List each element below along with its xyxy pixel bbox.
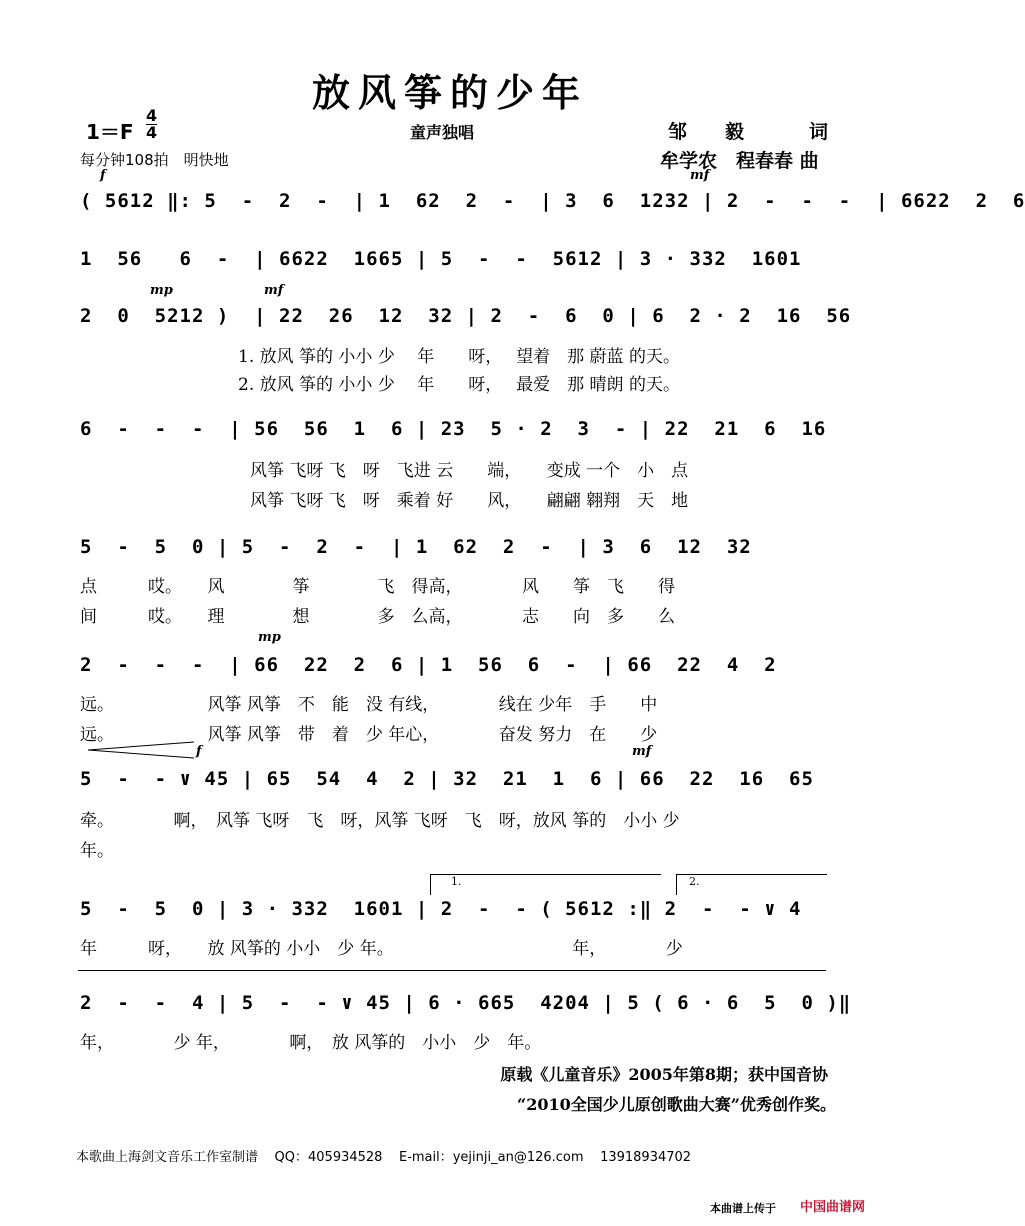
lyric-line: 远。 风筝 风筝 带 着 少 年心， 奋发 努力 在 少 (80, 725, 658, 745)
key-signature: 1＝F (86, 120, 134, 144)
dynamic-mp: mp (150, 283, 173, 298)
crescendo-hairpin (88, 740, 198, 760)
tempo-marking: 每分钟108拍 明快地 (80, 151, 229, 169)
dynamic-mf: mf (632, 744, 652, 759)
meter-top: 4 (146, 106, 158, 125)
score-row: 2 0 5212 ) | 22 26 12 32 | 2 - 6 0 | 6 2 · 2 16 56 (80, 305, 852, 327)
score-row: 1 56 6 - | 6622 1665 | 5 - - 5612 | 3 · 332 1601 (80, 248, 802, 270)
score-row: 5 - 5 0 | 3 · 332 1601 | 2 - - ( 5612 :‖ 2 - - ∨ 4 (80, 898, 802, 920)
volta-first-label: 1. (451, 875, 462, 888)
lyricist-name: 邹 毅 (668, 121, 745, 143)
award-note: “2010全国少儿原创歌曲大赛”优秀创作奖。 (517, 1095, 836, 1114)
time-signature (146, 108, 157, 141)
dynamic-mp: mp (258, 630, 281, 645)
dynamic-f: f (196, 744, 202, 759)
dynamic-f: f (100, 168, 106, 183)
footer-studio: 本歌曲上海剑文音乐工作室制谱 (76, 1150, 259, 1165)
lyric-line: 1. 放风 筝的 小小 少 年 呀， 望着 那 蔚蓝 的天。 (238, 347, 680, 367)
footer-phone: 13918934702 (600, 1150, 692, 1165)
upload-note: 本曲谱上传于 (710, 1202, 776, 1215)
lyric-line: 间 哎。 理 想 多 么高， 志 向 多 么 (80, 607, 675, 627)
score-row: 2 - - - | 66 22 2 6 | 1 56 6 - | 66 22 4 2 (80, 654, 777, 676)
lyricist-credit (668, 117, 828, 144)
score-row: 5 - 5 0 | 5 - 2 - | 1 62 2 - | 3 6 12 32 (80, 536, 752, 558)
volta-second (676, 874, 827, 895)
lyric-line: 年 呀， 放 风筝的 小小 少 年。 年， 少 (80, 939, 683, 959)
score-row: 2 - - 4 | 5 - - ∨ 45 | 6 · 665 4204 | 5 ( 6 · 6 5 0 )‖ (80, 992, 852, 1014)
lyric-line: 风筝 飞呀 飞 呀 飞进 云 端， 变成 一个 小 点 (250, 461, 689, 481)
composer-credit: 牟学农 程春春 曲 (660, 150, 819, 172)
lyric-line: 2. 放风 筝的 小小 少 年 呀， 最爱 那 晴朗 的天。 (238, 375, 680, 395)
volta-end-line (78, 970, 826, 971)
footer-email: E-mail：yejinji_an@126.com (398, 1150, 584, 1165)
site-logo[interactable]: 中国曲谱网 (800, 1200, 866, 1215)
lyric-line: 牵。 啊， 风筝 飞呀 飞 呀，风筝 飞呀 飞 呀，放风 筝的 小小 少 (80, 811, 680, 831)
score-row: 5 - - ∨ 45 | 65 54 4 2 | 32 21 1 6 | 66 22 16 65 (80, 768, 814, 790)
lyric-line: 远。 风筝 风筝 不 能 没 有线， 线在 少年 手 中 (80, 695, 658, 715)
footer-qq: QQ：405934528 (274, 1150, 383, 1165)
score-row: ( 5612 ‖: 5 - 2 - | 1 62 2 - | 3 6 1232 | 2 - - - | 6622 2 6 (80, 190, 1025, 212)
performance-type: 童声独唱 (410, 123, 475, 142)
lyricist-role: 词 (808, 121, 828, 143)
footer (76, 1146, 691, 1165)
lyric-line: 年， 少 年， 啊， 放 风筝的 小小 少 年。 (80, 1033, 542, 1053)
meter-bottom: 4 (146, 123, 158, 142)
source-note: 原载《儿童音乐》2005年第8期；获中国音协 (500, 1065, 828, 1084)
lyric-line: 年。 (80, 841, 114, 861)
volta-second-label: 2. (689, 875, 700, 888)
lyric-line: 点 哎。 风 筝 飞 得高， 风 筝 飞 得 (80, 577, 675, 597)
volta-first (430, 874, 661, 895)
lyric-line: 风筝 飞呀 飞 呀 乘着 好 风， 翩翩 翱翔 天 地 (250, 491, 689, 511)
page-title: 放风筝的少年 (311, 70, 588, 115)
dynamic-mf: mf (264, 283, 284, 298)
dynamic-mf: mf (690, 168, 710, 183)
score-row: 6 - - - | 56 56 1 6 | 23 5 · 2 3 - | 22 21 6 16 (80, 418, 827, 440)
